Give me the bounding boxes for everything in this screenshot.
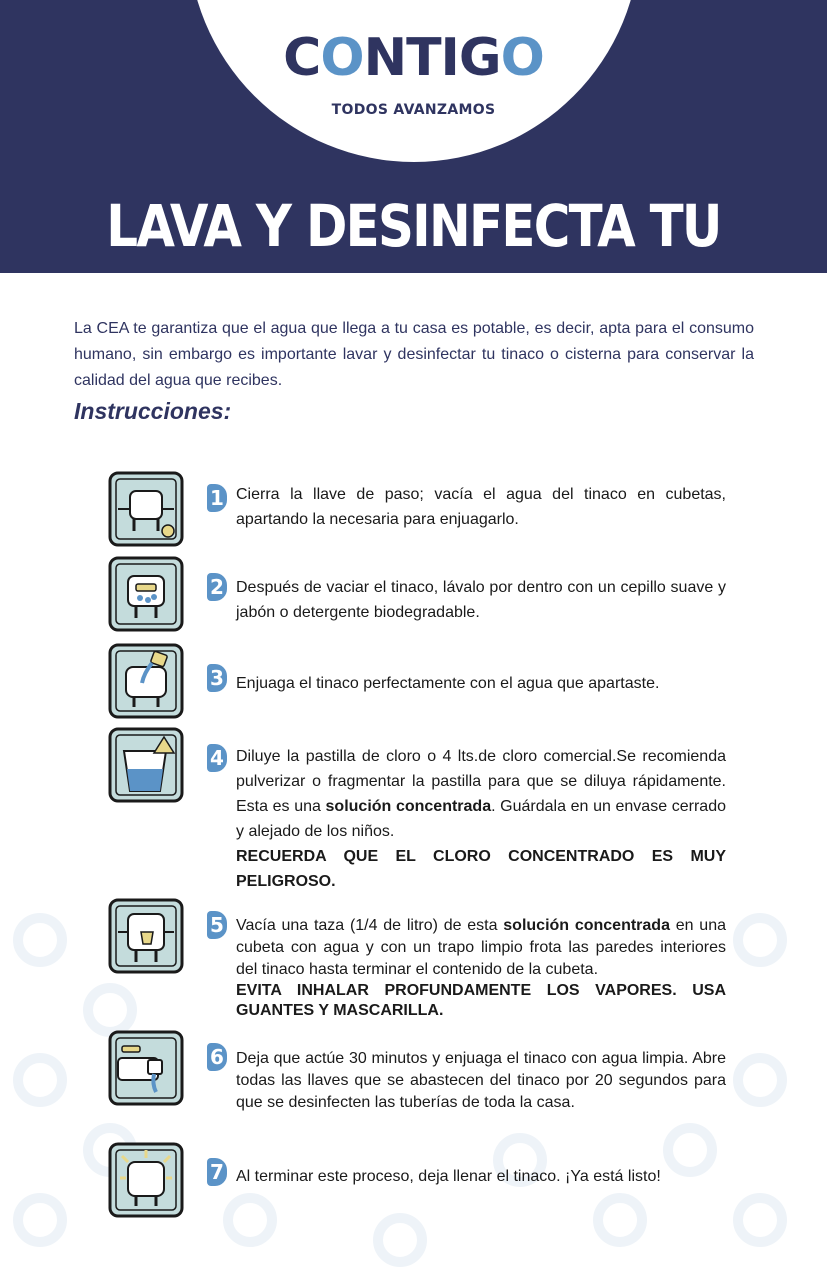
clean-tank-icon <box>108 1142 184 1218</box>
step-5-warning: EVITA INHALAR PROFUNDAMENTE LOS VAPORES. USA GUANTES Y MASCARILLA. <box>236 982 726 1019</box>
step-number: 2 <box>207 573 227 601</box>
step-number: 6 <box>207 1043 227 1071</box>
step-1-text: Cierra la llave de paso; vacía el agua del tinaco en cubetas, apartando la necesaria para enjuagarlo. <box>236 486 726 528</box>
step-4-warning: RECUERDA QUE EL CLORO CONCENTRADO ES MUY PELIGROSO. <box>236 848 726 890</box>
chlorine-bucket-icon <box>108 727 184 803</box>
faucet-icon <box>108 1030 184 1106</box>
step-4-text: Diluye la pastilla de cloro o 4 lts.de cloro comercial.Se recomienda pulverizar o fragmentar la pastilla para que se diluya rápidamente. Esta es una solución concentrada. Guárdala en un envase cerrado y alejado de los niños. RECUERDA QUE EL CLORO CONCENTRADO ES MUY PELIGROSO. <box>236 744 726 894</box>
step-2-text: Después de vaciar el tinaco, lávalo por dentro con un cepillo suave y jabón o detergente biodegradable. <box>236 579 726 621</box>
tank-valve-icon <box>108 471 184 547</box>
header-banner <box>0 0 827 336</box>
intro-paragraph: La CEA te garantiza que el agua que llega a tu casa es potable, es decir, apta para el consumo humano, sin embargo es importante lavar y desinfectar tu tinaco o cisterna para conservar la calidad del agua que recibes. <box>74 320 754 389</box>
instructions-heading: Instrucciones: <box>74 398 232 424</box>
step-number: 3 <box>207 664 227 692</box>
step-3-text: Enjuaga el tinaco perfectamente con el agua que apartaste. <box>236 675 660 692</box>
logo: CONTIGO <box>283 28 544 88</box>
page-title: LAVA Y DESINFECTA TU TINACO <box>106 192 721 336</box>
tank-cup-icon <box>108 898 184 974</box>
step-5-text: Vacía una taza (1/4 de litro) de esta solución concentrada en una cubeta con agua y con un trapo limpio frota las paredes interiores del tinaco hasta terminar el contenido de la cubeta. EVITA INHALAR PROFUNDAMENTE LOS VAPORES. USA GUANTES Y MASCARILLA. <box>236 917 726 1019</box>
step-number: 5 <box>207 911 227 939</box>
step-number: 1 <box>207 484 227 512</box>
tank-rinse-icon <box>108 643 184 719</box>
step-7-text: Al terminar este proceso, deja llenar el tinaco. ¡Ya está listo! <box>236 1168 661 1185</box>
step-6-text: Deja que actúe 30 minutos y enjuaga el tinaco con agua limpia. Abre todas las llaves que se abastecen del tinaco por 20 segundos para que se desinfecten las tuberías de toda la casa. <box>236 1050 726 1111</box>
logo-tagline: TODOS AVANZAMOS <box>331 102 496 118</box>
step-number: 4 <box>207 744 227 772</box>
step-number: 7 <box>207 1158 227 1186</box>
tank-brush-icon <box>108 556 184 632</box>
